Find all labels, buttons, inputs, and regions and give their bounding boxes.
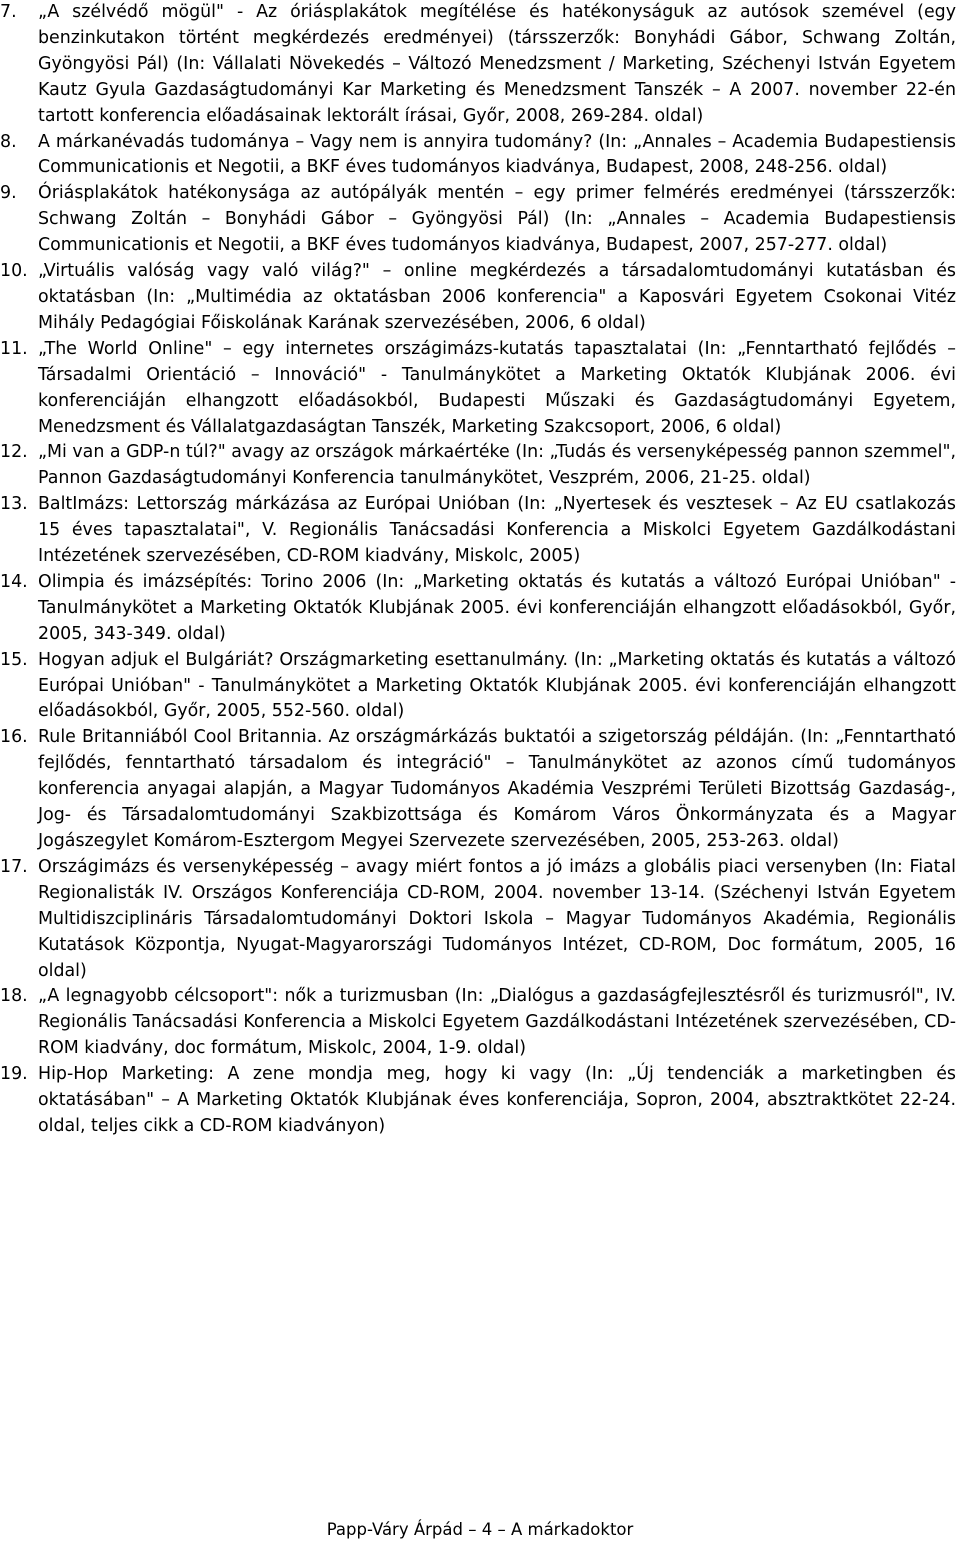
reference-item [0, 855, 960, 985]
reference-item [0, 440, 960, 492]
reference-item [0, 984, 960, 1062]
reference-number: 15. [0, 649, 28, 670]
reference-text: A márkanévadás tudománya – Vagy nem is annyira tudomány? (In: „Annales – Academia Budapestiensis Communicationis et Negotii, a BKF éves tudományos kiadványa, Budapest, 2008, 248-256. oldal) [38, 131, 956, 178]
reference-text: „Mi van a GDP-n túl?" avagy az országok márkaértéke (In: „Tudás és versenyképesség pannon szemmel", Pannon Gazdaságtudományi Konferencia tanulmánykötet, Veszprém, 2006, 21-25. oldal) [38, 442, 956, 489]
reference-text: Hogyan adjuk el Bulgáriát? Országmarketing esettanulmány. (In: „Marketing oktatás és kutatás a változó Európai Unióban" - Tanulmánykötet a Marketing Oktatók Klubjának 2005. évi konferenciáján elhangzott előadásokból, Győr, 2005, 552-560. oldal) [38, 649, 956, 722]
page-footer: Papp-Váry Árpád – 4 – A márkadoktor [326, 1520, 634, 1539]
reference-text: Óriásplakátok hatékonysága az autópályák mentén – egy primer felmérés eredményei (társszerzők: Schwang Zoltán – Bonyhádi Gábor – Gyöngyösi Pál) (In: „Annales – Academia Budapestiensis Communicationis et Negotii, a BKF éves tudományos kiadványa, Budapest, 2007, 257-277. oldal) [38, 183, 956, 256]
reference-number: 13. [0, 494, 28, 515]
reference-item [0, 1062, 960, 1140]
reference-text: „A szélvédő mögül" - Az óriásplakátok megítélése és hatékonyságuk az autósok szemével (egy benzinkutakon történt megkérdezés eredményei) (társszerzők: Bonyhádi Gábor, Schwang Zoltán, Gyöngyösi Pál) (In: Vállalati Növekedés – Változó Menedzsment / Marketing, Széchenyi István Egyetem Kautz Gyula Gazdaságtudományi Kar Marketing és Menedzsment Tanszék – A 2007. november 22-én tartott konferencia előadásainak lektorált írásai, Győr, 2008, 269-284. oldal) [38, 2, 956, 126]
reference-number: 10. [0, 261, 28, 282]
reference-text: „A legnagyobb célcsoport": nők a turizmusban (In: „Dialógus a gazdaságfejlesztésről és turizmusról", IV. Regionális Tanácsadási Konferencia a Miskolci Egyetem Gazdálkodástani Intézetének szervezésében, CD-ROM kiadvány, doc formátum, Miskolc, 2004, 1-9. oldal) [38, 986, 956, 1059]
reference-text: BaltImázs: Lettország márkázása az Európai Unióban (In: „Nyertesek és vesztesek – Az EU csatlakozás 15 éves tapasztalatai", V. Regionális Tanácsadási Konferencia a Miskolci Egyetem Gazdálkodástani Intézetének szervezésében, CD-ROM kiadvány, Miskolc, 2005) [38, 494, 956, 567]
reference-text: Hip-Hop Marketing: A zene mondja meg, hogy ki vagy (In: „Új tendenciák a marketingben és oktatásában" – A Marketing Oktatók Klubjának éves konferenciája, Sopron, 2004, absztraktkötet 22-24. oldal, teljes cikk a CD-ROM kiadványon) [38, 1064, 956, 1136]
reference-number: 16. [0, 727, 28, 748]
reference-number: 14. [0, 571, 28, 592]
reference-number: 9. [0, 183, 17, 204]
reference-text: „The World Online" – egy internetes országimázs-kutatás tapasztalatai (In: „Fenntartható fejlődés – Társadalmi Orientáció – Innováció" - Tanulmánykötet a Marketing Oktatók Klubjának 2006. évi konferenciáján elhangzott előadásokból, Budapesti Műszaki és Gazdaságtudományi Egyetem, Menedzsment és Vállalatgazdaságtan Tanszék, Marketing Szakcsoport, 2006, 6 oldal) [38, 338, 956, 437]
reference-number: 18. [0, 986, 28, 1007]
reference-number: 8. [0, 131, 17, 152]
reference-item [0, 570, 960, 648]
reference-text: „Virtuális valóság vagy való világ?" – online megkérdezés a társadalomtudományi kutatásban és oktatásban (In: „Multimédia az oktatásban 2006 konferencia" a Kaposvári Egyetem Csokonai Vitéz Mihály Pedagógiai Főiskolának Karának szervezésében, 2006, 6 oldal) [38, 261, 956, 333]
reference-item [0, 181, 960, 259]
reference-item [0, 337, 960, 441]
reference-text: Rule Britanniából Cool Britannia. Az országmárkázás buktatói a szigetország példáján. (In: „Fenntartható fejlődés, fenntartható társadalom és integráció" – Tanulmánykötet az azonos című tudományos konferencia anyagai alapján, a Magyar Tudományos Akadémia Veszprémi Területi Bizottság Gazdaság-, Jog- és Társadalomtudományi Szakbizottsága és Komárom Város Önkormányzata és a Magyar Jogászegylet Komárom-Esztergom Megyei Szervezete szervezésében, 2005, 253-263. oldal) [38, 727, 956, 851]
reference-number: 17. [0, 856, 28, 877]
reference-item [0, 0, 960, 130]
reference-number: 11. [0, 338, 28, 359]
reference-text: Olimpia és imázsépítés: Torino 2006 (In: „Marketing oktatás és kutatás a változó Európai Unióban" - Tanulmánykötet a Marketing Oktatók Klubjának 2005. évi konferenciáján elhangzott előadásokból, Győr, 2005, 343-349. oldal) [38, 571, 956, 644]
reference-item [0, 259, 960, 337]
reference-number: 7. [0, 2, 17, 22]
reference-text: Országimázs és versenyképesség – avagy miért fontos a jó imázs a globális piaci versenyben (In: Fiatal Regionalisták IV. Országos Konferenciája CD-ROM, 2004. november 13-14. (Széchenyi István Egyetem Multidiszciplináris Társadalomtudományi Doktori Iskola – Magyar Tudományos Akadémia, Regionális Kutatások Központja, Nyugat-Magyarországi Tudományos Intézet, CD-ROM, Doc formátum, 2005, 16 oldal) [38, 856, 956, 981]
reference-item [0, 130, 960, 182]
reference-item [0, 492, 960, 570]
reference-item [0, 725, 960, 855]
reference-number: 12. [0, 442, 28, 463]
reference-item [0, 648, 960, 726]
reference-number: 19. [0, 1064, 28, 1085]
